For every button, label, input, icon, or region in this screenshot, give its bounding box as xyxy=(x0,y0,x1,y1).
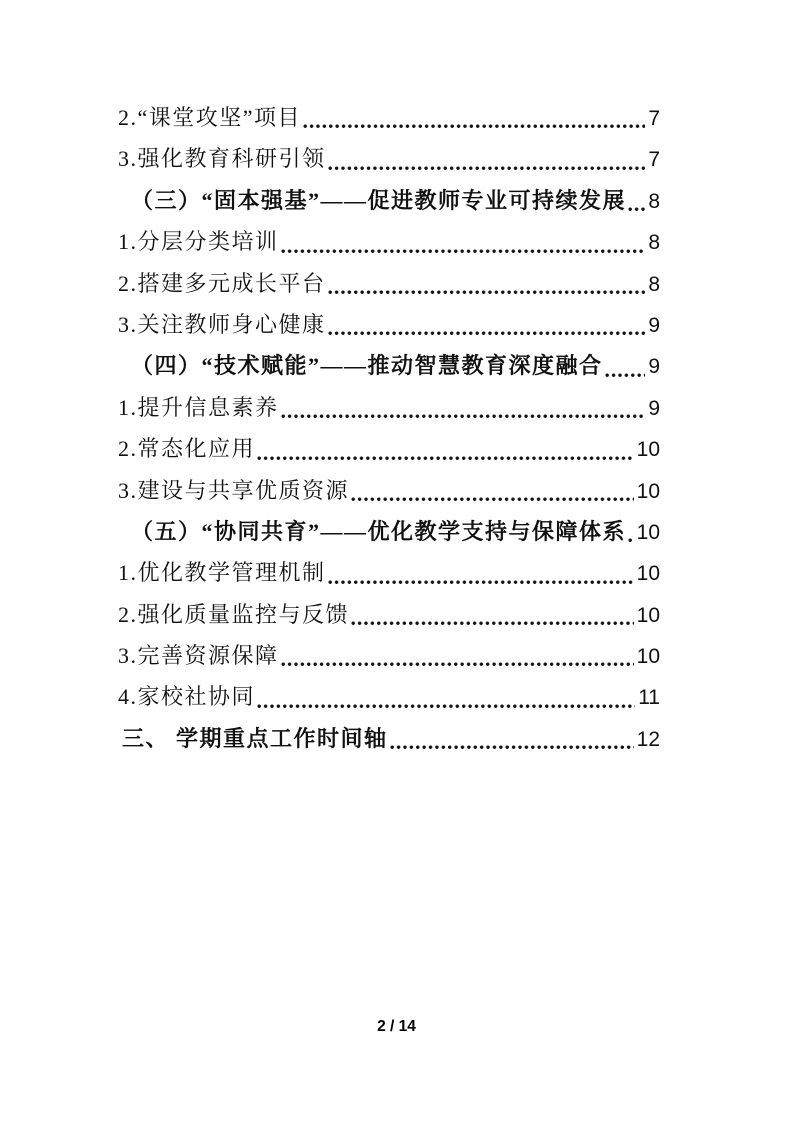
toc-leader-dots xyxy=(328,580,634,585)
toc-entry-page: 11 xyxy=(638,686,660,710)
toc-entry-row[interactable] xyxy=(118,718,660,759)
toc-leader-dots xyxy=(351,621,634,626)
toc-entry-page: 10 xyxy=(636,438,660,462)
toc-entry-row[interactable] xyxy=(118,635,660,676)
toc-entry-label: （三）“固本强基”——促进教师专业可持续发展 xyxy=(131,187,627,213)
toc-entry-label: （四）“技术赋能”——推动智慧教育深度融合 xyxy=(131,353,603,379)
toc-entry-row[interactable] xyxy=(118,97,660,138)
toc-entry-row[interactable] xyxy=(118,676,660,717)
toc-leader-dots xyxy=(281,414,646,419)
toc-leader-dots xyxy=(328,290,646,295)
toc-entry-page: 10 xyxy=(636,520,660,544)
toc-entry-page: 8 xyxy=(648,189,660,213)
toc-entry-page: 10 xyxy=(636,479,660,503)
toc-leader-dots xyxy=(303,124,645,129)
toc-entry-label: 1.提升信息素养 xyxy=(118,394,279,420)
toc-entry-page: 7 xyxy=(648,148,660,172)
toc-entry-page: 10 xyxy=(636,645,660,669)
toc-entry-label: 3.建设与共享优质资源 xyxy=(118,477,350,503)
toc-entry-row[interactable] xyxy=(118,138,660,179)
toc-leader-dots xyxy=(328,166,646,171)
toc-entry-page: 9 xyxy=(648,313,660,337)
toc-entry-row[interactable] xyxy=(118,428,660,469)
toc-entry-label: 1.分层分类培训 xyxy=(118,229,279,255)
toc-leader-dots xyxy=(257,704,635,709)
toc-entry-label: 三、 学期重点工作时间轴 xyxy=(122,725,388,751)
toc-entry-row[interactable] xyxy=(118,263,660,304)
toc-entry-row[interactable] xyxy=(118,594,660,635)
toc-entry-row[interactable] xyxy=(118,180,660,221)
toc-entry-label: 2.强化质量监控与反馈 xyxy=(118,601,350,627)
toc-leader-dots xyxy=(281,662,634,667)
toc-leader-dots xyxy=(390,745,634,750)
toc-entry-page: 8 xyxy=(648,272,660,296)
toc-leader-dots xyxy=(628,538,634,543)
toc-entry-page: 9 xyxy=(648,396,660,420)
toc-entry-label: 2.常态化应用 xyxy=(118,436,256,462)
toc-leader-dots xyxy=(605,373,646,378)
toc-entry-row[interactable] xyxy=(118,345,660,386)
toc-leader-dots xyxy=(328,331,646,336)
page-number-footer: 2 / 14 xyxy=(377,1018,416,1035)
toc-leader-dots xyxy=(281,249,646,254)
toc-entry-label: 2.“课堂攻坚”项目 xyxy=(118,105,302,130)
toc-leader-dots xyxy=(351,497,634,502)
toc-entry-row[interactable] xyxy=(118,511,660,552)
toc-entry-row[interactable] xyxy=(118,304,660,345)
toc-entry-label: 3.关注教师身心健康 xyxy=(118,311,326,337)
toc-entry-row[interactable] xyxy=(118,221,660,262)
toc-entry-label: 3.完善资源保障 xyxy=(118,643,279,669)
toc-list xyxy=(118,97,660,759)
toc-entry-row[interactable] xyxy=(118,470,660,511)
toc-entry-page: 9 xyxy=(648,355,660,379)
toc-leader-dots xyxy=(628,207,645,212)
toc-entry-row[interactable] xyxy=(118,387,660,428)
toc-entry-label: （五）“协同共育”——优化教学支持与保障体系 xyxy=(131,518,627,544)
toc-entry-page: 10 xyxy=(636,603,660,627)
toc-entry-page: 7 xyxy=(648,107,660,130)
toc-leader-dots xyxy=(257,456,634,461)
toc-entry-row[interactable] xyxy=(118,552,660,593)
toc-entry-page: 12 xyxy=(636,727,660,751)
toc-entry-page: 8 xyxy=(648,231,660,255)
toc-entry-label: 4.家校社协同 xyxy=(118,684,256,710)
toc-entry-label: 1.优化教学管理机制 xyxy=(118,560,326,586)
toc-entry-label: 2.搭建多元成长平台 xyxy=(118,270,326,296)
toc-entry-label: 3.强化教育科研引领 xyxy=(118,146,326,172)
toc-entry-page: 10 xyxy=(636,562,660,586)
